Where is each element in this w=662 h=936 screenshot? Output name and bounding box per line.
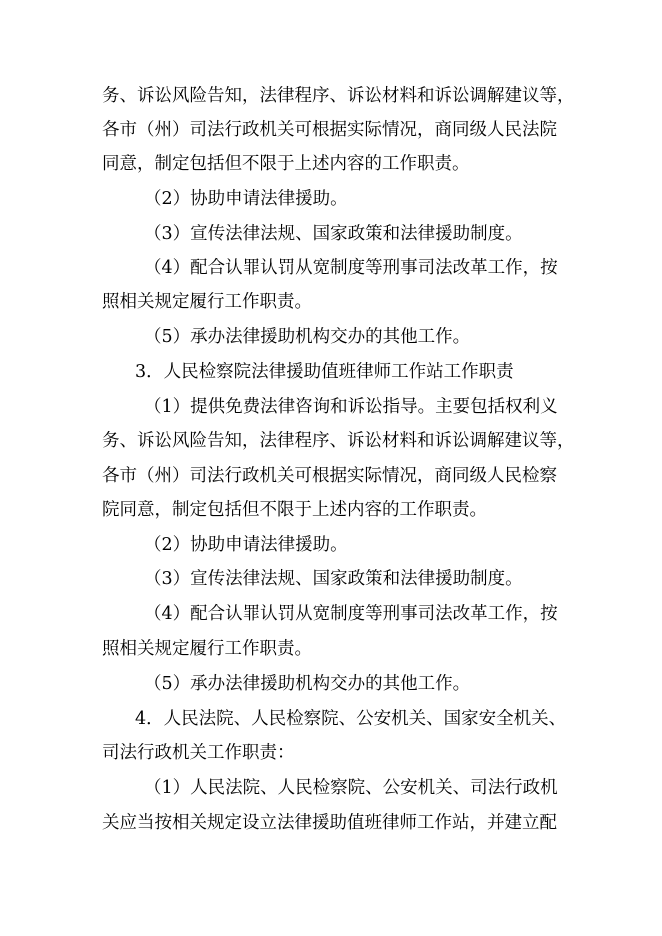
list-item: （4）配合认罪认罚从宽制度等刑事司法改革工作，按: [144, 258, 558, 278]
text-line: 照相关规定履行工作职责。: [102, 639, 312, 659]
section-heading: 4．人民法院、人民检察院、公安机关、国家安全机关、: [135, 709, 567, 729]
list-item: （5）承办法律援助机构交办的其他工作。: [144, 327, 471, 347]
list-item: （2）协助申请法律援助。: [144, 535, 348, 555]
list-item: （2）协助申请法律援助。: [144, 189, 348, 209]
text-line: 同意，制定包括但不限于上述内容的工作职责。: [102, 154, 470, 174]
list-item: （4）配合认罪认罚从宽制度等刑事司法改革工作，按: [144, 604, 558, 624]
text-line: 司法行政机关工作职责：: [102, 743, 295, 763]
list-item: （5）承办法律援助机构交办的其他工作。: [144, 674, 471, 694]
text-line: 务、诉讼风险告知，法律程序、诉讼材料和诉讼调解建议等，: [102, 431, 575, 451]
list-item: （1）人民法院、人民检察院、公安机关、司法行政机: [144, 778, 558, 798]
text-line: 务、诉讼风险告知，法律程序、诉讼材料和诉讼调解建议等，: [102, 86, 575, 106]
text-line: 关应当按相关规定设立法律援助值班律师工作站，并建立配: [102, 813, 557, 833]
list-item: （3）宣传法律法规、国家政策和法律援助制度。: [144, 569, 523, 589]
list-item: （1）提供免费法律咨询和诉讼指导。主要包括权利义: [144, 397, 558, 417]
text-line: 院同意，制定包括但不限于上述内容的工作职责。: [102, 500, 487, 520]
text-line: 照相关规定履行工作职责。: [102, 292, 312, 312]
list-item: （3）宣传法律法规、国家政策和法律援助制度。: [144, 224, 523, 244]
text-line: 各市（州）司法行政机关可根据实际情况，商同级人民检察: [102, 466, 557, 486]
section-heading: 3．人民检察院法律援助值班律师工作站工作职责: [135, 362, 514, 382]
text-line: 各市（州）司法行政机关可根据实际情况，商同级人民法院: [102, 120, 557, 140]
